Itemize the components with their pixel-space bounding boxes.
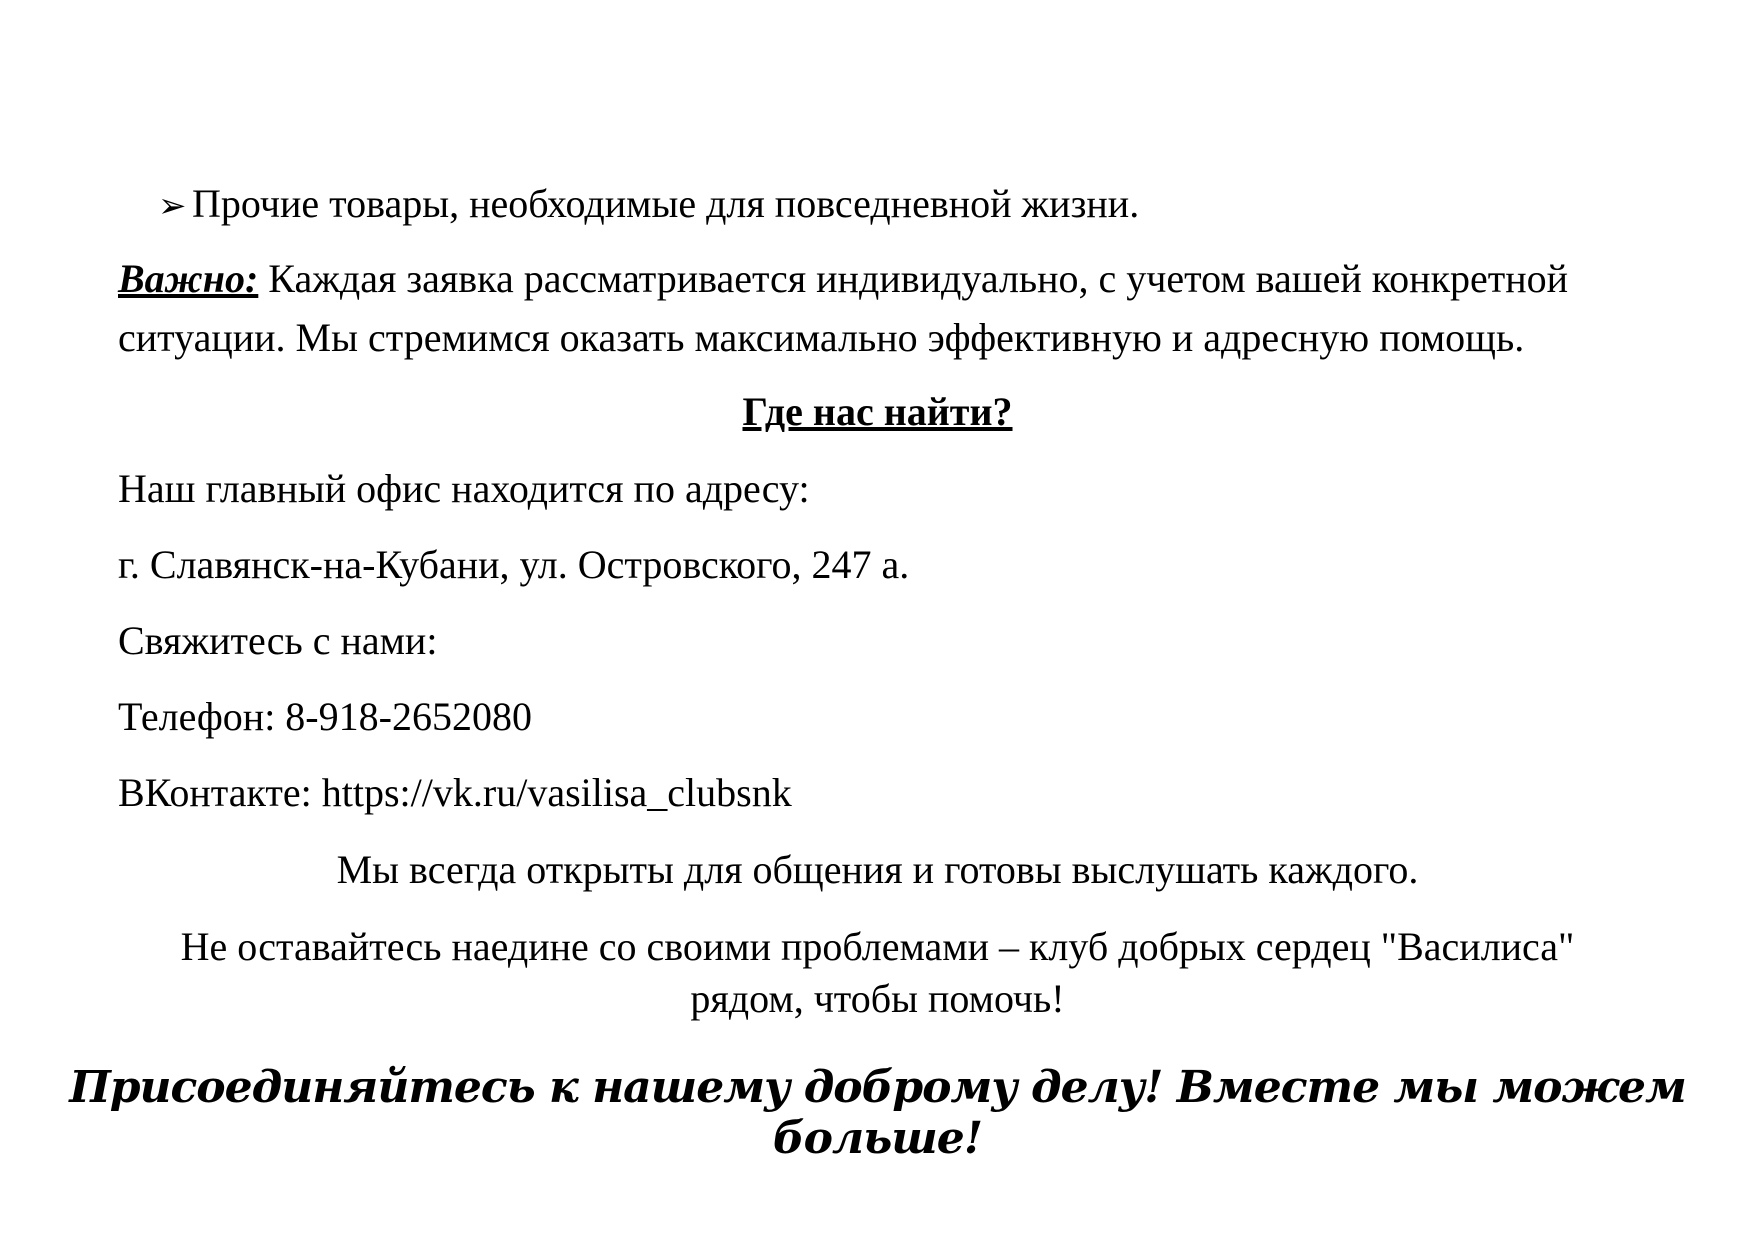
important-text: Каждая заявка рассматривается индивидуально, с учетом вашей конкретной [258,256,1569,301]
location-heading: Где нас найти? [742,389,1013,434]
bullet-item-text: Прочие товары, необходимые для повседневной жизни. [192,181,1140,226]
important-note-line-1 [118,255,1568,303]
contact-intro: Свяжитесь с нами: [118,618,438,663]
bullet-item [158,180,1139,231]
vk-link[interactable]: ВКонтакте: https://vk.ru/vasilisa_clubsnk [118,770,792,815]
important-label: Важно: [118,256,259,301]
office-address: г. Славянск-на-Кубани, ул. Островского, 247 а. [118,542,910,587]
phone-number: Телефон: 8-918-2652080 [118,694,532,739]
closing-line-1: Не оставайтесь наедине со своими проблемами – клуб добрых сердец "Василиса" [180,924,1575,969]
closing-line-2: рядом, чтобы помочь! [690,976,1065,1021]
important-note-line-2: ситуации. Мы стремимся оказать максимально эффективную и адресную помощь. [118,315,1525,360]
slogan: Присоединяйтесь к нашему доброму делу! Вместе мы можем больше! [69,1062,1686,1164]
open-message: Мы всегда открыты для общения и готовы выслушать каждого. [336,847,1419,892]
office-intro: Наш главный офис находится по адресу: [118,466,810,511]
arrowhead-bullet-icon: ➢ [158,188,187,225]
